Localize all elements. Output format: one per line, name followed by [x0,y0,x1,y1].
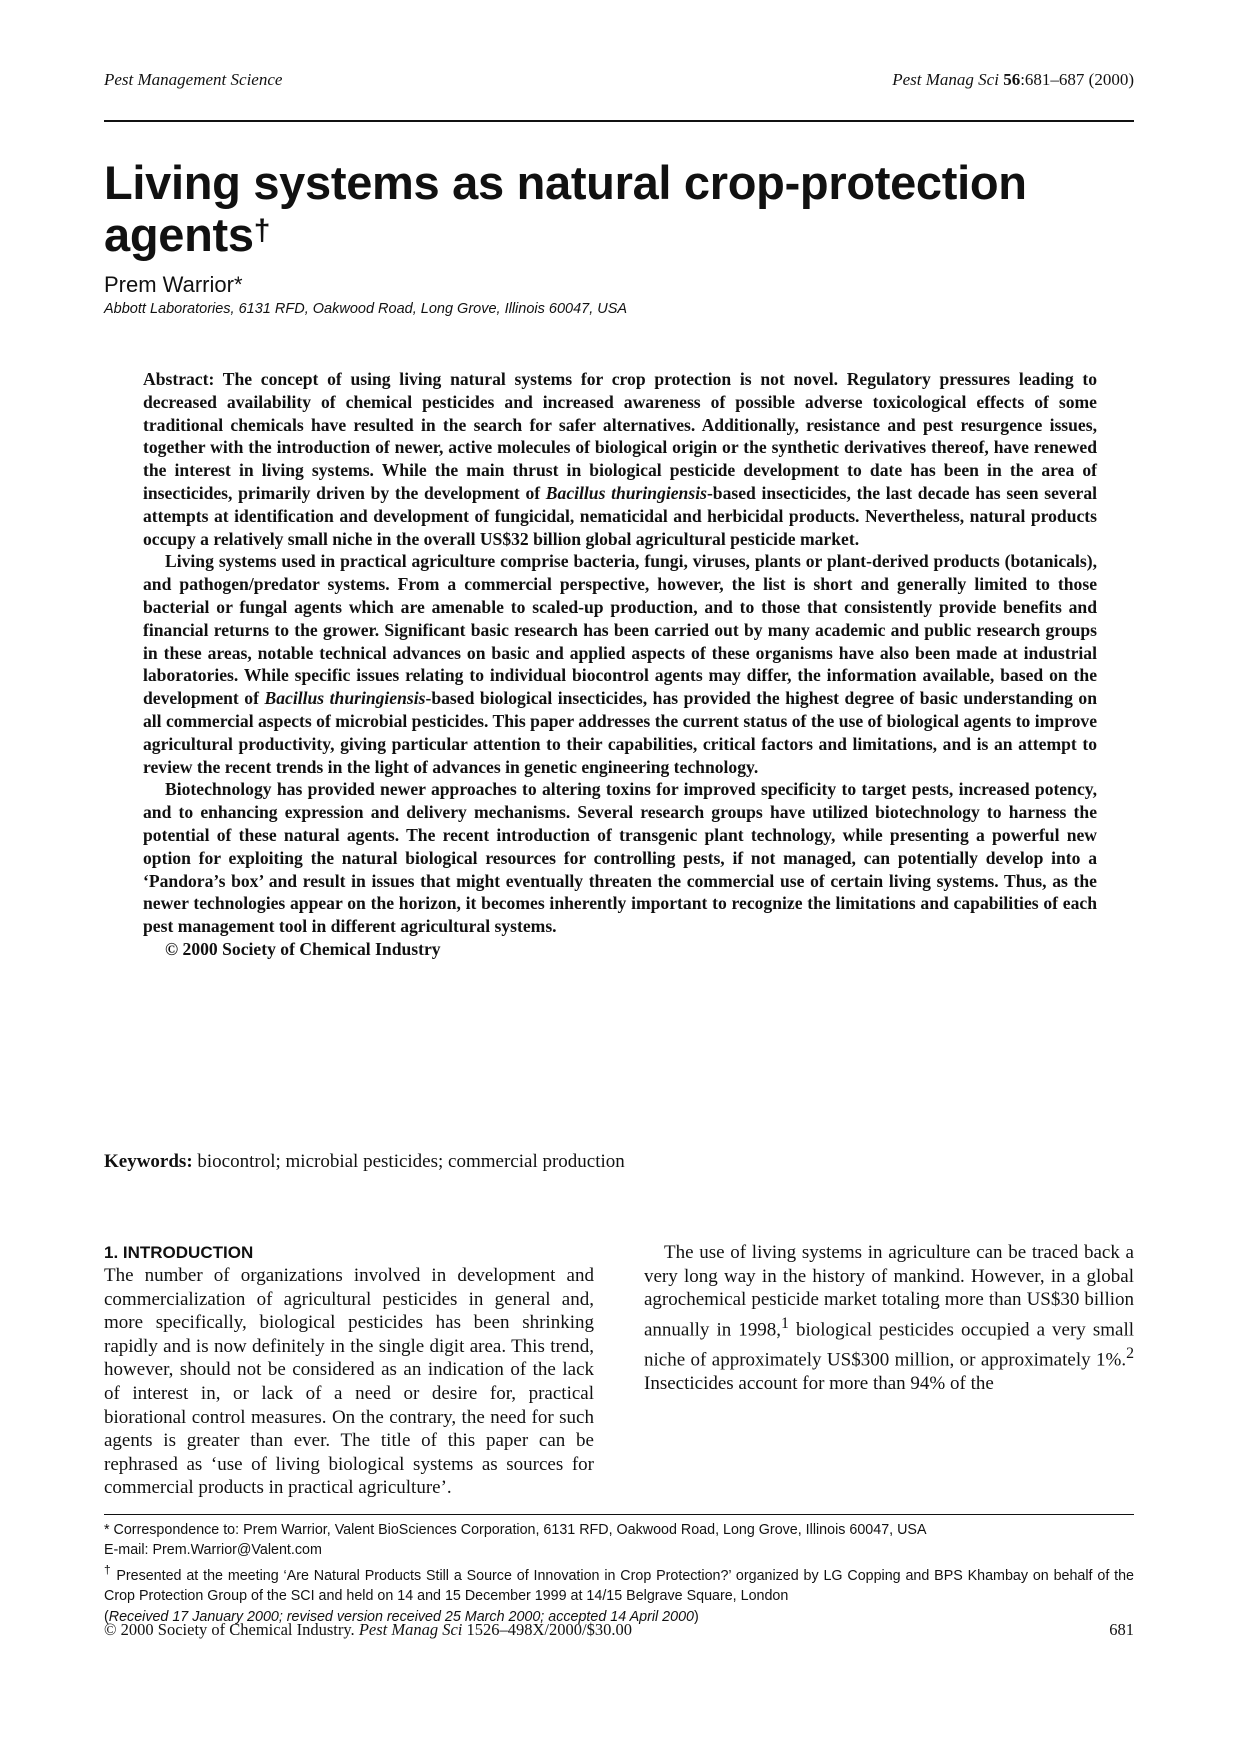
intro-paragraph-2: The use of living systems in agriculture can be traced back a very long way in the history of mankind. However, in a global agrochemical pesticide market totaling more than US$30 billion annually in 1998,$^1$ biological pesticides occupied a very small niche of approximately US$300 million, or approximately 1%.$^2$ Insecticides account for more than 94% of the [644,1242,1135,1394]
page-footer [104,1620,1134,1640]
footer-issn: 1526–498X/2000/$30.00 [462,1620,632,1639]
title-dagger: † [253,214,271,247]
reference-marker: 2 [1126,1344,1134,1362]
footnote-received: (Received 17 January 2000; revised version received 25 March 2000; accepted 14 April 2000) [104,1608,699,1625]
running-head [104,70,1134,94]
footnote-dagger: † [104,1563,112,1578]
abstract [143,368,1097,961]
intro-paragraph-1: The number of organizations involved in development and commercialization of agricultural pesticides in general and, more specifically, biological pesticides has been shrinking rapidly and is now definitely in the single digit area. This trend, however, should not be considered as an indication of the lack of interest in, or lack of a need or desire for, practical biorational control measures. On the contrary, the need for such agents is greater than ever. The title of this paper can be rephrased as ‘use of living biological systems as sources for commercial products in practical agriculture’. [104,1265,594,1499]
header-rule [104,120,1134,122]
author: Prem Warrior* [104,272,243,297]
page-number: 681 [1109,1620,1134,1639]
footer-copyright: © 2000 Society of Chemical Industry. [104,1620,359,1639]
citation-journal: Pest Manag Sci [892,70,1004,89]
footnote-rule [104,1514,1134,1515]
footnote-correspondence: * Correspondence to: Prem Warrior, Valent BioSciences Corporation, 6131 RFD, Oakwood Road, Long Grove, Illinois 60047, USA [104,1522,927,1538]
keywords-text: biocontrol; microbial pesticides; commercial production [192,1151,625,1172]
abstract-copyright: © 2000 Society of Chemical Industry [165,938,441,959]
column-left [104,1241,594,1500]
column-right [644,1241,1134,1395]
footer-journal: Pest Manag Sci [358,1620,463,1639]
footnote-email: E-mail: Prem.Warrior@Valent.com [104,1542,322,1559]
section-heading: 1. INTRODUCTION [104,1243,254,1262]
footnotes [104,1520,1134,1627]
species-name: Bacillus thuringiensis [264,688,426,709]
keywords-label: Keywords: [104,1151,193,1172]
footnote-presented: † Presented at the meeting ‘Are Natural Products Still a Source of Innovation in Crop Protection?’ organized by LG Copping and BPS Khambay on behalf of the Crop Protection Group of the SCI and held on 14 and 15 December 1999 at 14/15 Belgrave Square, London [104,1563,1134,1605]
journal-name: Pest Management Science [104,70,283,89]
abstract-paragraph-2: Living systems used in practical agriculture comprise bacteria, fungi, viruses, plants or plant-derived products (botanicals), and pathogen/predator systems. From a commercial perspective, however, the list is short and generally limited to those bacterial or fungal agents which are amenable to scaled-up production, and to those that consistently provide benefits and financial returns to the grower. Significant basic research has been carried out by many academic and public research groups in these areas, notable technical advances on basic and applied aspects of these organisms have also been made at industrial laboratories. While specific issues relating to individual biocontrol agents may differ, the information available, based on the development of Bacillus thuringiensis-based biological insecticides, has provided the highest degree of basic understanding on all commercial aspects of microbial pesticides. This paper addresses the current status of the use of biological agents to improve agricultural productivity, giving particular attention to their capabilities, critical factors and limitations, and is an attempt to review the recent trends in the light of advances in genetic engineering technology. [143,551,1098,777]
abstract-paragraph-3: Biotechnology has provided newer approaches to altering toxins for improved specificity to target pests, increased potency, and to enhancing expression and delivery mechanisms. Several research groups have utilized biotechnology to harness the potential of these natural agents. The recent introduction of transgenic plant technology, while presenting a powerful new option for exploiting the natural biological resources for controlling pests, if not managed, can potentially develop into a ‘Pandora’s box’ and result in issues that might eventually threaten the commercial use of certain living systems. Thus, as the newer technologies appear on the horizon, it becomes inherently important to recognize the limitations and capabilities of each pest management tool in different agricultural systems. [143,779,1097,937]
title-text: Living systems as natural crop-protection agents [104,156,1027,261]
abstract-paragraph-1: Abstract: The concept of using living natural systems for crop protection is not novel. Regulatory pressures leading to decreased availability of chemical pesticides and increased awareness of possible adverse toxicological effects of some traditional chemicals have resulted in the search for safer alternatives. Additionally, resistance and pest resurgence issues, together with the introduction of newer, active molecules of biological origin or the synthetic derivatives thereof, have renewed the interest in living systems. While the main thrust in biological pesticide development to date has been in the area of insecticides, primarily driven by the development of Bacillus thuringiensis-based insecticides, the last decade has seen several attempts at identification and development of fungicidal, nematicidal and herbicidal products. Nevertheless, natural products occupy a relatively small niche in the overall US$32 billion global agricultural pesticide market. [143,369,1098,549]
citation-volume: 56 [1003,70,1021,89]
species-name: Bacillus thuringiensis [545,482,707,503]
affiliation: Abbott Laboratories, 6131 RFD, Oakwood Road, Long Grove, Illinois 60047, USA [104,301,628,317]
citation-pages: :681–687 (2000) [1020,70,1134,89]
citation [892,70,1134,90]
paper-title [104,157,1134,261]
keywords [104,1151,625,1173]
reference-marker: 1 [781,1314,789,1332]
